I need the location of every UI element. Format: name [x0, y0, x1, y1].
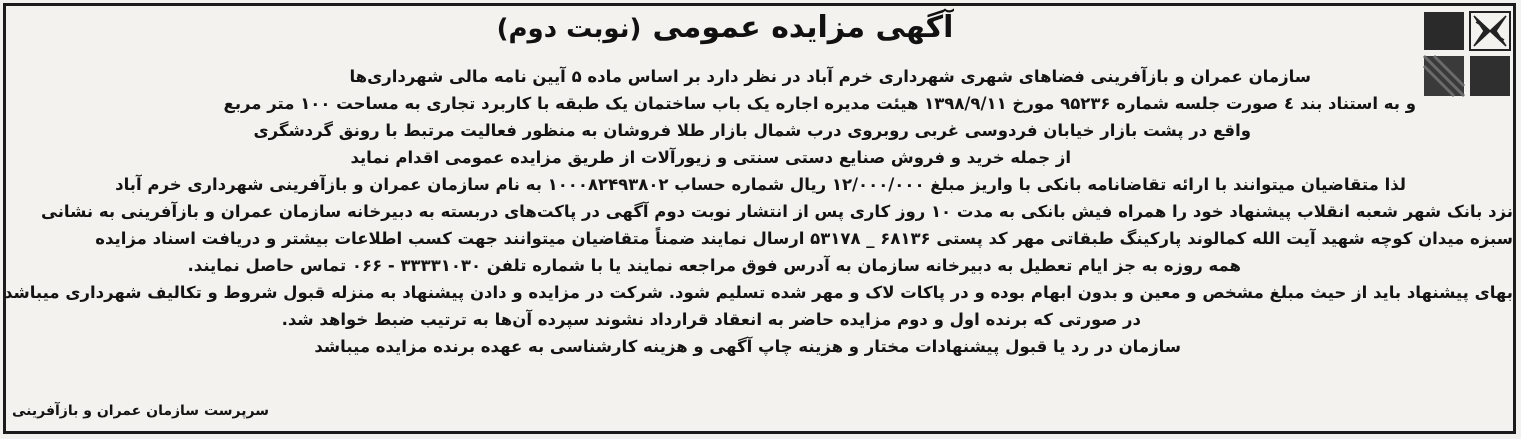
notice-line-5: لذا متقاضیان میتوانند با ارائه تقاضانامه بانکی با واریز مبلغ ۱۲/۰۰۰/۰۰۰ ریال شماره حساب ۱۰۰۰۸۲۴۹۳۸۰۲ به نام سازمان عمران و بازآفرینی شهرداری خرم آباد	[115, 175, 1406, 194]
notice-subtitle: (نوبت دوم)	[496, 14, 642, 44]
notice-line-6: نزد بانک شهر شعبه انقلاب پیشنهاد خود را همراه فیش بانکی به مدت ۱۰ روز کاری پس از انتشار نوبت دوم آگهی در پاکت‌های دربسته به دبیرخانه سازمان عمران و بازآفرینی به نشانی	[41, 202, 1513, 221]
notice-line-7: سبزه میدان کوچه شهید آیت الله کمالوند پارکینگ طبقاتی مهر کد پستی ۶۸۱۳۶ _ ۵۳۱۷۸ ارسال نمایند ضمناً متقاضیان میتوانند جهت کسب اطلاعات بیشتر و دریافت اسناد مزایده	[95, 229, 1513, 248]
notice-line-1: سازمان عمران و بازآفرینی فضاهای شهری شهرداری خرم آباد در نظر دارد بر اساس ماده ۵ آیین نامه مالی شهرداری‌ها	[349, 67, 1311, 86]
notice-line-9: بهای پیشنهاد باید از حیث مبلغ مشخص و معین و بدون ابهام بوده و در پاکات لاک و مهر شده تسلیم شود. شرکت در مزایده و دادن پیشنهاد به منزله قبول شروط و تکالیف شهرداری میباشد	[3, 283, 1513, 302]
notice-line-11: سازمان در رد یا قبول پیشنهادات مختار و هزینه چاپ آگهی و هزینه کارشناسی به عهده برنده مزایده میباشد	[314, 337, 1181, 356]
notice-line-8: همه روزه به جز ایام تعطیل به دبیرخانه سازمان به آدرس فوق مراجعه نمایند یا با شماره تلفن ۳۳۳۳۱۰۳۰ - ۰۶۶ تماس حاصل نمایند.	[187, 256, 1241, 275]
notice-title: آگهی مزایده عمومی	[652, 10, 954, 45]
organization-logo-icon	[1424, 12, 1510, 96]
notice-line-2: و به استناد بند ٤ صورت جلسه شماره ۹۵۲۳۶ مورخ ۱۳۹۸/۹/۱۱ هیئت مدیره اجاره یک باب ساختمان یک طبقه با کاربرد تجاری به مساحت ۱۰۰ متر مربع	[223, 94, 1416, 113]
notice-line-3: واقع در پشت بازار خیابان فردوسی غربی روبروی درب شمال بازار طلا فروشان به منظور فعالیت مرتبط با رونق گردشگری	[253, 121, 1251, 140]
notice-line-4: از جمله خرید و فروش صنایع دستی سنتی و زیورآلات از طریق مزایده عمومی اقدام نماید	[350, 148, 1071, 167]
notice-line-10: در صورتی که برنده اول و دوم مزایده حاضر به انعقاد قرارداد نشوند سپرده آن‌ها به ترتیب ضبط خواهد شد.	[281, 310, 1141, 329]
notice-signature: سرپرست سازمان عمران و بازآفرینی	[12, 403, 269, 419]
notice-heading	[300, 10, 1150, 45]
